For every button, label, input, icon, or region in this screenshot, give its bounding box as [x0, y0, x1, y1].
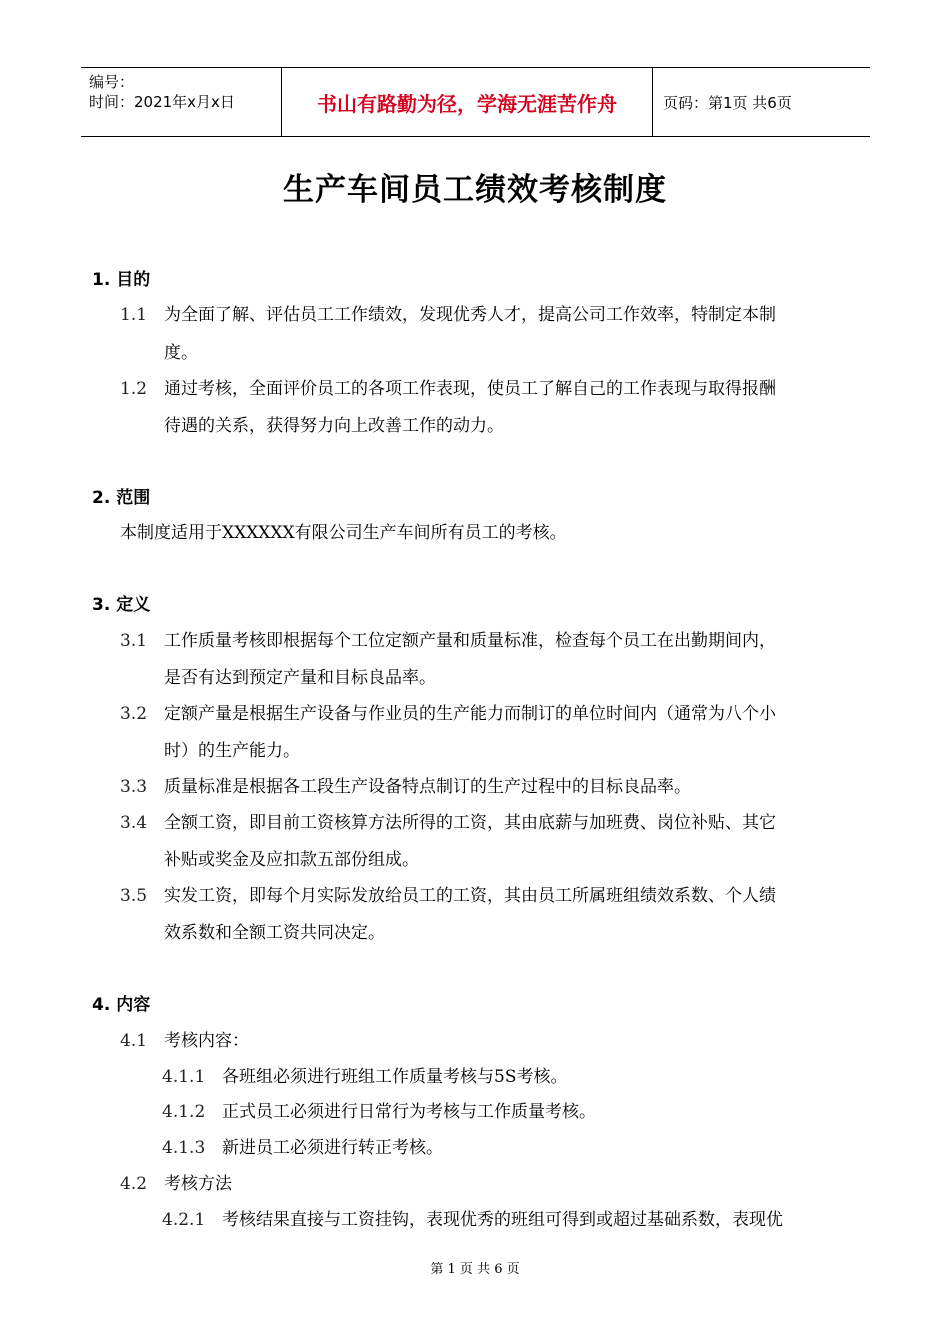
- item-number: 3.1: [120, 631, 148, 651]
- paragraph-line: [162, 1065, 567, 1089]
- paragraph-line: 待遇的关系，获得努力向上改善工作的动力。: [164, 416, 504, 436]
- paragraph-line: [120, 884, 776, 908]
- header-motto-cell: [281, 68, 653, 136]
- item-number: 4.1.3: [162, 1138, 206, 1158]
- paragraph-line: [120, 629, 776, 653]
- page-label: 页码：第1页 共6页: [663, 93, 792, 112]
- section-heading: 4. 内容: [92, 995, 151, 1015]
- item-text: 新进员工必须进行转正考核。: [222, 1138, 443, 1158]
- paragraph-line: [120, 811, 776, 835]
- section-heading: 3. 定义: [92, 595, 151, 615]
- item-number: 3.5: [120, 886, 148, 906]
- paragraph-line: [162, 1136, 443, 1160]
- header-info-cell: [81, 68, 281, 136]
- item-number: 1.2: [120, 379, 148, 399]
- item-text: 为全面了解、评估员工工作绩效，发现优秀人才，提高公司工作效率，特制定本制: [164, 305, 776, 325]
- paragraph-line: [162, 1100, 596, 1124]
- item-text: 各班组必须进行班组工作质量考核与5S考核。: [222, 1067, 568, 1087]
- paragraph-line: [162, 1208, 783, 1232]
- item-number: 1.1: [120, 305, 148, 325]
- paragraph-line: 度。: [164, 343, 198, 363]
- paragraph-line: [120, 303, 776, 327]
- item-number: 4.1.1: [162, 1067, 206, 1087]
- section-heading: 1. 目的: [92, 270, 151, 290]
- document-header: [81, 67, 870, 137]
- item-number: 4.1.2: [162, 1102, 206, 1122]
- paragraph-line: 时）的生产能力。: [164, 741, 300, 761]
- paragraph-line: 效系数和全额工资共同决定。: [164, 923, 385, 943]
- section-heading: 2. 范围: [92, 488, 151, 508]
- paragraph-line: 是否有达到预定产量和目标良品率。: [164, 668, 436, 688]
- paragraph-line: 本制度适用于XXXXXX有限公司生产车间所有员工的考核。: [120, 523, 567, 543]
- document-title: 生产车间员工绩效考核制度: [283, 172, 667, 208]
- motto-text: 书山有路勤为径，学海无涯苦作舟: [317, 91, 617, 116]
- item-text: 通过考核，全面评价员工的各项工作表现，使员工了解自己的工作表现与取得报酬: [164, 379, 776, 399]
- item-text: 考核结果直接与工资挂钩，表现优秀的班组可得到或超过基础系数，表现优: [222, 1210, 783, 1230]
- item-number: 3.4: [120, 813, 148, 833]
- item-text: 全额工资，即目前工资核算方法所得的工资，其由底薪与加班费、岗位补贴、其它: [164, 813, 776, 833]
- item-number: 3.3: [120, 777, 148, 797]
- item-text: 工作质量考核即根据每个工位定额产量和质量标准，检查每个员工在出勤期间内，: [164, 631, 776, 651]
- paragraph-line: [120, 1029, 249, 1053]
- date-label: 时间：2021年x月x日: [89, 93, 235, 111]
- item-number: 4.2.1: [162, 1210, 206, 1230]
- paragraph-line: [120, 702, 776, 726]
- item-text: 实发工资，即每个月实际发放给员工的工资，其由员工所属班组绩效系数、个人绩: [164, 886, 776, 906]
- item-number: 3.2: [120, 704, 148, 724]
- code-label: 编号：: [89, 73, 135, 91]
- paragraph-line: [120, 1172, 232, 1196]
- item-text: 正式员工必须进行日常行为考核与工作质量考核。: [222, 1102, 596, 1122]
- item-text: 考核方法: [164, 1174, 232, 1194]
- item-number: 4.2: [120, 1174, 148, 1194]
- header-page-cell: [653, 68, 870, 136]
- page-footer: 第 1 页 共 6 页: [430, 1262, 520, 1277]
- item-text: 考核内容：: [164, 1031, 249, 1051]
- item-text: 定额产量是根据生产设备与作业员的生产能力而制订的单位时间内（通常为八个小: [164, 704, 776, 724]
- paragraph-line: [120, 775, 691, 799]
- paragraph-line: 补贴或奖金及应扣款五部份组成。: [164, 850, 419, 870]
- item-text: 质量标准是根据各工段生产设备特点制订的生产过程中的目标良品率。: [164, 777, 691, 797]
- item-number: 4.1: [120, 1031, 148, 1051]
- paragraph-line: [120, 377, 776, 401]
